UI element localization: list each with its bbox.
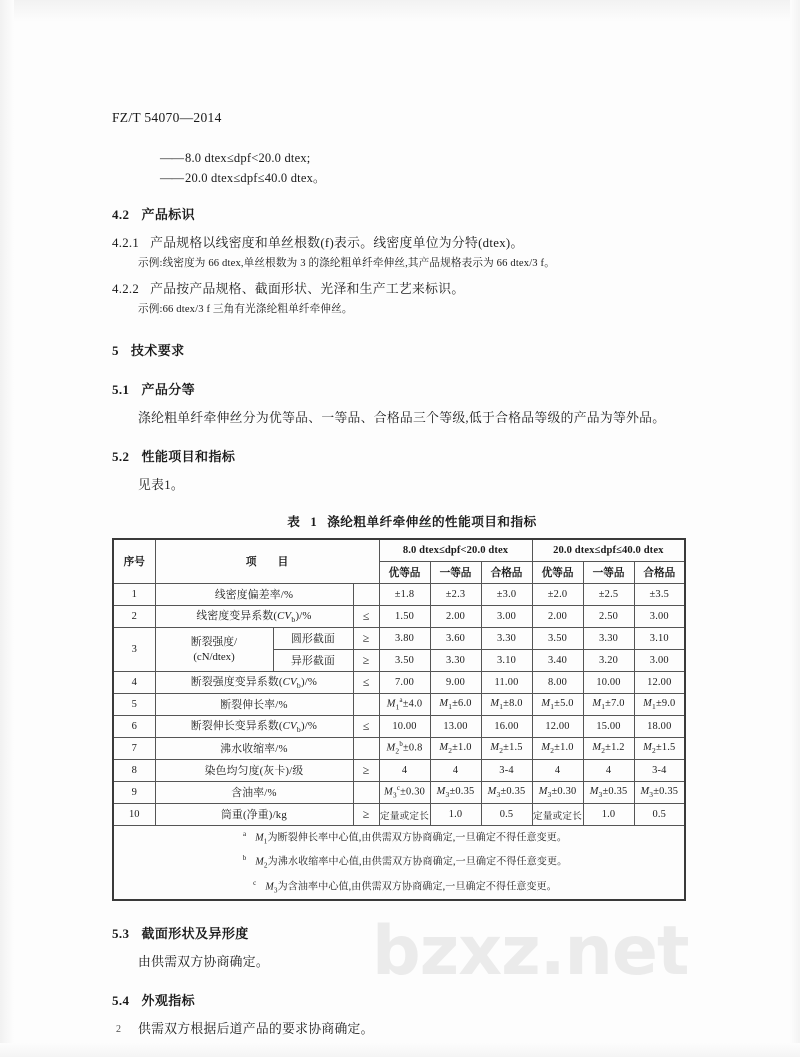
header-grade-5: 一等品	[583, 562, 634, 584]
row-value: ±3.5	[634, 584, 685, 606]
value-var: M	[490, 697, 500, 709]
row-item-tail: )/%	[300, 720, 318, 733]
clause-text: 产品按产品规格、截面形状、光泽和生产工艺来标识。	[150, 282, 465, 296]
row-value: 3.40	[532, 650, 583, 672]
row-item-group-line2: (cN/dtex)	[193, 650, 235, 663]
row-value: 10.00	[583, 672, 634, 694]
header-seq: 序号	[113, 539, 155, 584]
note-text: 为沸水收缩率中心值,由供需双方协商确定,一旦确定不得任意变更。	[267, 856, 568, 868]
row-value: 13.00	[430, 716, 481, 738]
row-value: 3.00	[481, 606, 532, 628]
row-value: 3.30	[430, 650, 481, 672]
value-rest: ±1.5	[503, 741, 523, 753]
value-var: M	[384, 786, 393, 798]
value-rest: ±1.0	[452, 741, 472, 753]
page-content	[112, 110, 712, 1047]
value-var: M	[386, 698, 396, 710]
row-value: 12.00	[532, 716, 583, 738]
row-value: 1.50	[379, 606, 430, 628]
row-value	[583, 782, 634, 804]
row-value: 3.80	[379, 628, 430, 650]
value-footnote-marker: a	[399, 697, 403, 705]
row-item	[155, 606, 353, 628]
row-item-var: CV	[277, 610, 292, 623]
note-sub: 3	[273, 885, 278, 894]
table-caption-label: 表	[287, 515, 301, 529]
table-notes	[113, 826, 685, 900]
value-sub: 3	[445, 790, 450, 800]
section-number: 5.2	[112, 449, 130, 464]
row-value: 4	[379, 760, 430, 782]
value-sub: 3	[496, 790, 501, 800]
row-value: 12.00	[634, 672, 685, 694]
section-heading-5-2	[112, 446, 712, 465]
clause-number: 4.2.1	[112, 236, 140, 250]
value-var: M	[640, 785, 650, 797]
section-title: 技术要求	[130, 343, 185, 358]
value-rest: ±5.0	[554, 697, 574, 709]
value-sub: 1	[550, 702, 555, 712]
row-item-tail: )/%	[295, 610, 312, 623]
row-no: 5	[113, 694, 155, 716]
value-sub: 1	[652, 702, 656, 712]
value-rest: ±0.8	[402, 742, 423, 754]
row-value	[481, 738, 532, 760]
header-grade-4: 优等品	[532, 562, 583, 584]
row-symbol: ≤	[353, 606, 379, 628]
row-item: 线密度偏差率/%	[155, 584, 353, 606]
row-item-sub: b	[291, 615, 296, 625]
note-text: 为含油率中心值,由供需双方协商确定,一旦确定不得任意变更。	[277, 880, 557, 892]
table-row	[113, 628, 685, 650]
row-value: 2.50	[583, 606, 634, 628]
section-number: 5	[112, 343, 119, 358]
row-value: 3.00	[634, 606, 685, 628]
row-item-tail: )/%	[300, 676, 318, 689]
row-value: 4	[430, 760, 481, 782]
row-item-main: 断裂伸长变异系数(	[190, 720, 283, 733]
note-sub: 2	[263, 861, 268, 870]
row-value: 0.5	[481, 804, 532, 826]
section-title: 外观指标	[141, 992, 196, 1008]
row-item: 筒重(净重)/kg	[155, 804, 353, 826]
row-value	[583, 694, 634, 716]
row-no: 3	[113, 628, 155, 672]
row-item: 染色均匀度(灰卡)/级	[155, 760, 353, 782]
row-symbol: ≤	[353, 672, 379, 694]
row-value: 16.00	[481, 716, 532, 738]
row-value	[583, 738, 634, 760]
row-item-sub: b	[296, 681, 301, 691]
table-row	[113, 694, 685, 716]
row-no: 7	[113, 738, 155, 760]
dash-item-text: 8.0 dtex≤dpf<20.0 dtex;	[185, 151, 311, 165]
clause-4-2-1	[112, 233, 712, 253]
row-item-main: 线密度变异系数(	[196, 610, 278, 623]
row-value: 18.00	[634, 716, 685, 738]
section-title: 性能项目和指标	[141, 449, 236, 464]
value-var: M	[592, 697, 602, 709]
section-5-3-body: 由供需双方协商确定。	[138, 954, 269, 969]
row-value: ±3.0	[481, 584, 532, 606]
header-item: 项 目	[155, 539, 379, 584]
row-value: ±2.0	[532, 584, 583, 606]
value-sub: 1	[395, 702, 400, 712]
section-5-4-body: 供需双方根据后道产品的要求协商确定。	[138, 1021, 374, 1036]
header-grade-3: 合格品	[481, 562, 532, 584]
note-marker: b	[242, 854, 247, 863]
value-rest: ±0.35	[653, 785, 679, 797]
value-sub: 3	[649, 790, 654, 800]
row-value: 定量或定长	[379, 804, 430, 826]
table-notes-row	[113, 826, 685, 900]
row-symbol: ≥	[353, 628, 379, 650]
row-value: 3.50	[532, 628, 583, 650]
table-row	[113, 782, 685, 804]
table-note	[114, 850, 684, 874]
table-header-row-ranges	[113, 539, 685, 562]
row-item-var: CV	[282, 720, 297, 733]
table-row	[113, 738, 685, 760]
clause-4-2-2-example: 示例:66 dtex/3 f 三角有光涤纶粗单纤牵伸丝。	[138, 304, 353, 315]
table-note	[114, 826, 684, 850]
row-symbol	[353, 782, 379, 804]
row-item: 沸水收缩率/%	[155, 738, 353, 760]
row-symbol: ≤	[353, 716, 379, 738]
row-symbol: ≥	[353, 760, 379, 782]
section-heading-5-1	[112, 379, 712, 398]
table-caption-number: 1	[310, 515, 318, 529]
section-5-1-body: 涤纶粗单纤牵伸丝分为优等品、一等品、合格品三个等级,低于合格品等级的产品为等外品。	[138, 411, 666, 425]
section-heading-4-2	[112, 204, 712, 223]
header-range-1: 8.0 dtex≤dpf<20.0 dtex	[379, 539, 532, 562]
row-value	[532, 782, 583, 804]
value-var: M	[592, 741, 602, 753]
row-value: ±2.3	[430, 584, 481, 606]
spec-table-body	[113, 584, 685, 900]
row-value: 1.0	[583, 804, 634, 826]
value-var: M	[538, 785, 548, 797]
value-var: M	[589, 785, 599, 797]
value-rest: ±8.0	[503, 697, 523, 709]
value-var: M	[439, 741, 449, 753]
row-item: 断裂伸长率/%	[155, 694, 353, 716]
note-marker: a	[242, 830, 247, 838]
value-sub: 2	[550, 746, 555, 756]
row-symbol: ≥	[353, 804, 379, 826]
value-var: M	[490, 741, 500, 753]
row-value: 2.00	[532, 606, 583, 628]
header-range-2: 20.0 dtex≤dpf≤40.0 dtex	[532, 539, 685, 562]
table-note	[114, 875, 684, 899]
header-grade-2: 一等品	[430, 562, 481, 584]
row-value: 3.50	[379, 650, 430, 672]
row-value: 3-4	[481, 760, 532, 782]
table-caption-title: 涤纶粗单纤牵伸丝的性能项目和指标	[327, 515, 537, 529]
value-sub: 3	[547, 790, 552, 800]
row-no: 6	[113, 716, 155, 738]
page-number: 2	[116, 1024, 121, 1035]
row-item-group-line1: 断裂强度/	[190, 635, 238, 648]
row-value: 10.00	[379, 716, 430, 738]
dash-item-text: 20.0 dtex≤dpf≤40.0 dtex。	[185, 171, 326, 185]
row-value	[379, 782, 430, 804]
value-var: M	[643, 741, 652, 753]
table-row	[113, 804, 685, 826]
row-no: 2	[113, 606, 155, 628]
value-var: M	[487, 785, 497, 797]
row-value	[634, 782, 685, 804]
clause-number: 4.2.2	[112, 282, 140, 296]
row-value	[379, 694, 430, 716]
note-var: M	[255, 832, 264, 844]
row-value	[379, 738, 430, 760]
row-value	[481, 694, 532, 716]
section-heading-5	[112, 340, 712, 359]
row-value: 3.10	[481, 650, 532, 672]
section-number: 5.3	[112, 925, 130, 941]
row-value: 11.00	[481, 672, 532, 694]
row-value: 定量或定长	[532, 804, 583, 826]
value-sub: 1	[499, 702, 504, 712]
table-row	[113, 584, 685, 606]
table-row	[113, 672, 685, 694]
section-heading-5-3	[112, 923, 712, 942]
value-sub: 1	[601, 702, 606, 712]
table-row	[113, 606, 685, 628]
section-number: 5.1	[112, 382, 130, 397]
row-no: 4	[113, 672, 155, 694]
value-sub: 2	[448, 746, 453, 756]
value-rest: ±0.35	[602, 785, 628, 797]
value-sub: 2	[652, 746, 656, 756]
header-grade-6: 合格品	[634, 562, 685, 584]
row-value: 4	[583, 760, 634, 782]
note-marker: c	[253, 878, 257, 887]
value-rest: ±0.35	[449, 785, 475, 797]
value-rest: ±1.5	[655, 741, 676, 753]
row-value: 3.00	[634, 650, 685, 672]
value-var: M	[541, 741, 551, 753]
row-value: 0.5	[634, 804, 685, 826]
scan-edge-left	[0, 0, 14, 1057]
value-rest: ±4.0	[402, 698, 423, 710]
value-var: M	[386, 742, 396, 754]
value-var: M	[643, 697, 652, 709]
row-value: ±2.5	[583, 584, 634, 606]
row-symbol	[353, 738, 379, 760]
row-item-var: CV	[282, 676, 297, 689]
spec-table	[112, 538, 686, 901]
value-sub: 2	[601, 746, 606, 756]
note-var: M	[255, 856, 264, 868]
value-sub: 3	[392, 790, 397, 800]
row-value	[430, 694, 481, 716]
row-no: 10	[113, 804, 155, 826]
row-value: 15.00	[583, 716, 634, 738]
clause-4-2-1-example: 示例:线密度为 66 dtex,单丝根数为 3 的涤纶粗单纤牵伸丝,其产品规格表示为 66 dtex/3 f。	[138, 258, 555, 269]
section-title: 产品标识	[141, 207, 196, 222]
row-no: 9	[113, 782, 155, 804]
value-rest: ±1.2	[605, 741, 625, 753]
section-title: 截面形状及异形度	[141, 925, 249, 941]
row-value	[430, 782, 481, 804]
table-row	[113, 760, 685, 782]
clause-text: 产品规格以线密度和单丝根数(f)表示。线密度单位为分特(dtex)。	[150, 236, 524, 250]
header-grade-1: 优等品	[379, 562, 430, 584]
note-var: M	[265, 880, 274, 892]
row-value: 3.60	[430, 628, 481, 650]
row-item	[155, 716, 353, 738]
clause-4-2-2	[112, 279, 712, 299]
value-sub: 3	[598, 790, 603, 800]
scan-edge-right	[790, 0, 800, 1057]
document-header: FZ/T 54070—2014	[112, 110, 222, 125]
row-value	[532, 694, 583, 716]
section-number: 5.4	[112, 992, 130, 1008]
value-var: M	[439, 697, 449, 709]
value-sub: 2	[395, 746, 400, 756]
section-5-2-body: 见表1。	[138, 478, 184, 492]
row-value: 1.0	[430, 804, 481, 826]
value-rest: ±7.0	[605, 697, 625, 709]
row-value: 7.00	[379, 672, 430, 694]
row-item-group	[155, 628, 273, 672]
note-text: 为断裂伸长率中心值,由供需双方协商确定,一旦确定不得任意变更。	[267, 832, 568, 844]
row-value	[532, 738, 583, 760]
section-number: 4.2	[112, 207, 130, 222]
row-no: 8	[113, 760, 155, 782]
row-symbol: ≥	[353, 650, 379, 672]
row-item-sub-label: 异形截面	[273, 650, 353, 672]
value-sub: 2	[499, 746, 504, 756]
row-value	[634, 694, 685, 716]
row-value: 3-4	[634, 760, 685, 782]
value-rest: ±6.0	[452, 697, 472, 709]
row-symbol	[353, 694, 379, 716]
list-item: —— 20.0 dtex≤dpf≤40.0 dtex。	[160, 171, 326, 185]
note-sub: 1	[263, 837, 268, 846]
row-item-sub-label: 圆形截面	[273, 628, 353, 650]
value-rest: ±1.0	[554, 741, 574, 753]
row-no: 1	[113, 584, 155, 606]
row-value: 4	[532, 760, 583, 782]
row-value: 2.00	[430, 606, 481, 628]
row-value: 3.20	[583, 650, 634, 672]
list-item: —— 8.0 dtex≤dpf<20.0 dtex;	[160, 151, 311, 165]
row-item: 含油率/%	[155, 782, 353, 804]
scan-edge-top	[0, 0, 800, 22]
row-value: 8.00	[532, 672, 583, 694]
table-caption	[112, 511, 712, 530]
value-var: M	[541, 697, 551, 709]
row-value: 3.10	[634, 628, 685, 650]
row-value	[481, 782, 532, 804]
value-footnote-marker: b	[399, 741, 403, 749]
row-item-sub: b	[296, 725, 301, 735]
value-rest: ±0.35	[500, 785, 526, 797]
value-var: M	[436, 785, 446, 797]
row-value: 3.30	[583, 628, 634, 650]
row-value	[430, 738, 481, 760]
value-rest: ±0.30	[551, 785, 577, 797]
section-heading-5-4	[112, 990, 712, 1009]
table-row	[113, 716, 685, 738]
row-value: ±1.8	[379, 584, 430, 606]
section-title: 产品分等	[141, 382, 196, 397]
value-footnote-marker: c	[396, 785, 401, 793]
row-item	[155, 672, 353, 694]
value-rest: ±9.0	[655, 697, 676, 709]
row-value: 9.00	[430, 672, 481, 694]
row-item-main: 断裂强度变异系数(	[190, 676, 283, 689]
row-value: 3.30	[481, 628, 532, 650]
row-symbol	[353, 584, 379, 606]
value-sub: 1	[448, 702, 453, 712]
row-value	[634, 738, 685, 760]
watermark: bzxz.net	[372, 912, 689, 991]
value-rest: ±0.30	[400, 786, 425, 798]
